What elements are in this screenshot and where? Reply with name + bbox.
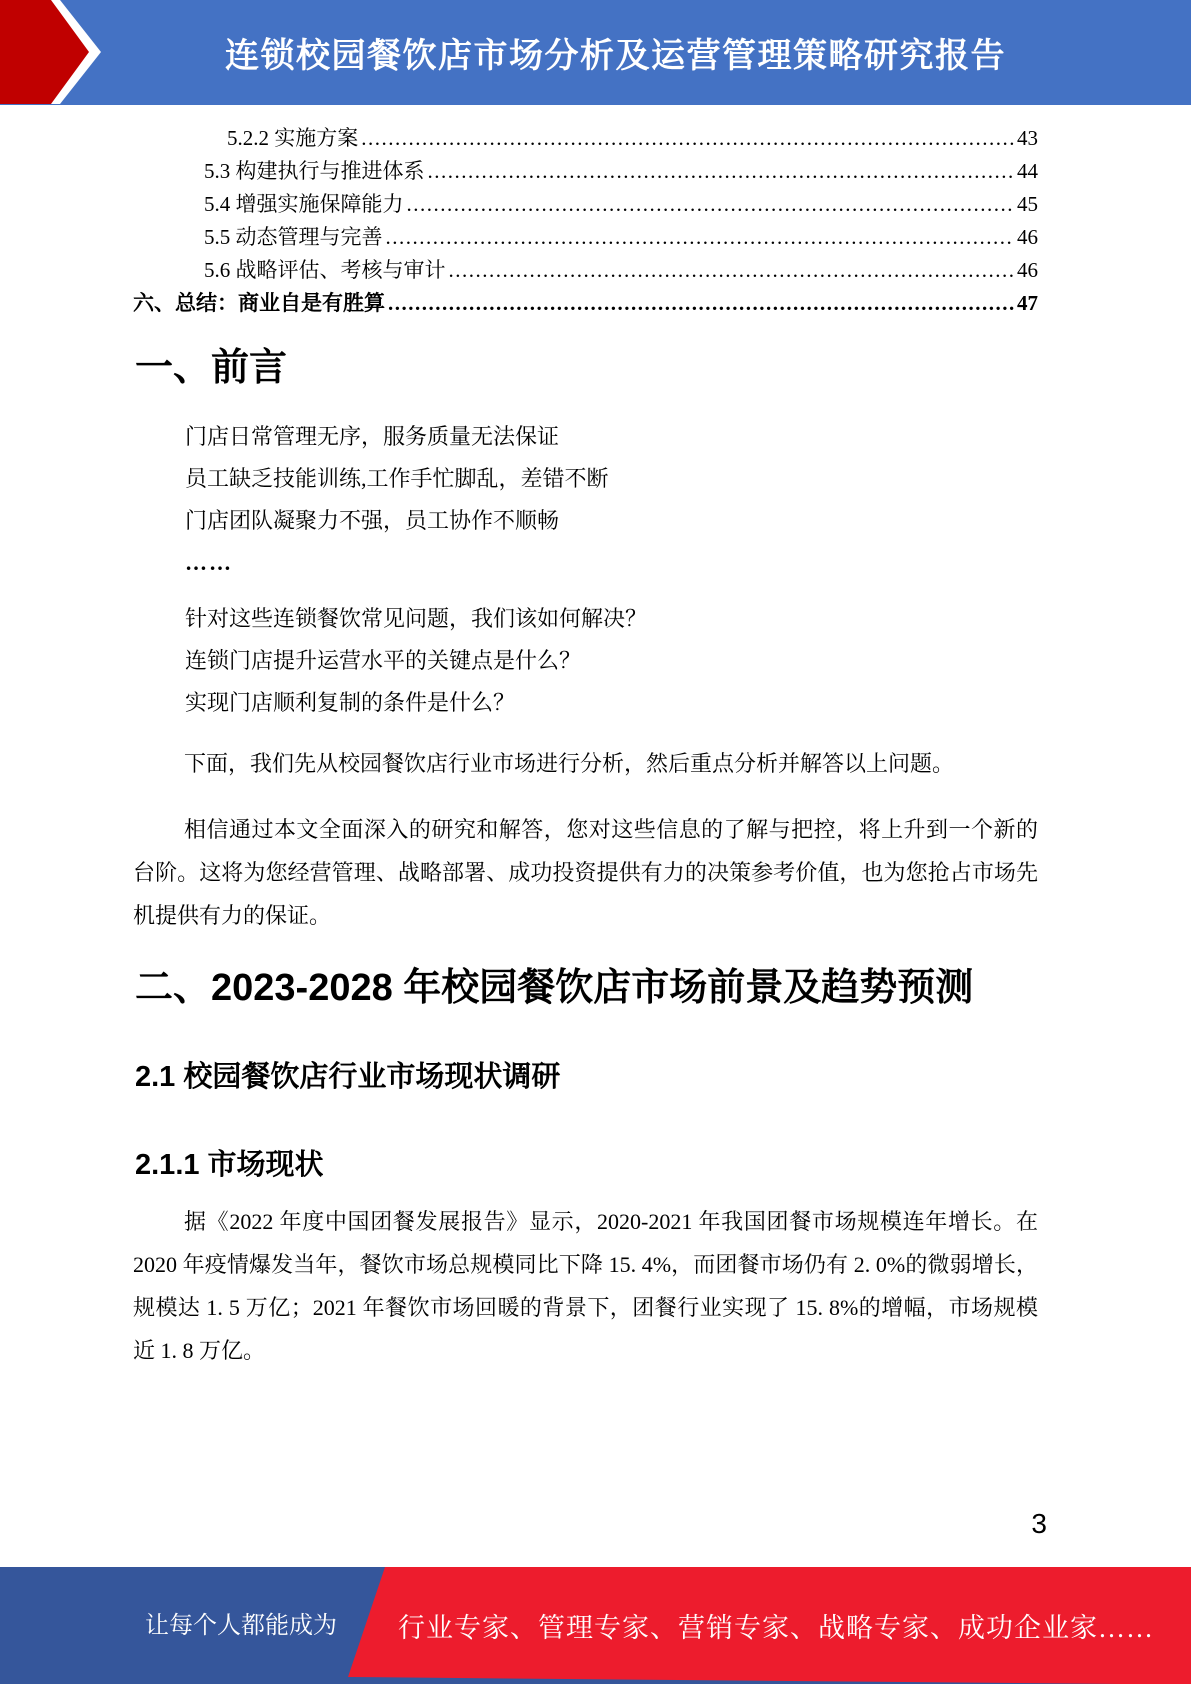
toc-entry-page: 47 xyxy=(1017,291,1038,315)
toc-dot-leader xyxy=(361,126,1014,151)
toc-entry-label: 5.6 战略评估、考核与审计 xyxy=(204,258,446,282)
toc-entry-page: 45 xyxy=(1017,192,1038,216)
page-footer-banner xyxy=(0,1567,1191,1684)
toc-entry-label: 5.2.2 实施方案 xyxy=(227,126,359,150)
problem-line: 门店团队凝聚力不强，员工协作不顺畅 xyxy=(185,508,560,533)
question-line: 连锁门店提升运营水平的关键点是什么？ xyxy=(185,648,582,673)
footer-slogan-right: 行业专家、管理专家、营销专家、战略专家、成功企业家…… xyxy=(398,1613,1154,1643)
toc-entry-label: 5.4 增强实施保障能力 xyxy=(204,192,404,216)
heading-chapter2: 二、2023-2028 年校园餐饮店市场前景及趋势预测 xyxy=(135,967,974,1009)
toc-entry xyxy=(133,122,1038,155)
question-line: 针对这些连锁餐饮常见问题，我们该如何解决？ xyxy=(185,606,648,631)
toc-entry xyxy=(133,254,1038,287)
question-statements xyxy=(133,598,1038,724)
red-arrow-icon xyxy=(0,0,110,105)
toc-dot-leader xyxy=(428,159,1015,184)
toc-entry xyxy=(133,221,1038,254)
toc-entry-label: 5.3 构建执行与推进体系 xyxy=(204,159,425,183)
ellipsis-line: …… xyxy=(185,550,233,575)
toc-dot-leader xyxy=(386,225,1015,250)
toc-entry xyxy=(133,188,1038,221)
paragraph-market-status: 据《2022 年度中国团餐发展报告》显示，2020-2021 年我国团餐市场规模连年增长。在 2020 年疫情爆发当年，餐饮市场总规模同比下降 15. 4%，而团餐市场仍有 2. 0%的微弱增长，规模达 1. 5 万亿；2021 年餐饮市场回暖的背景下，团餐行业实现了 15. 8%的增幅，市场规模近 1. 8 万亿。 xyxy=(133,1209,1038,1363)
report-title: 连锁校园餐饮店市场分析及运营管理策略研究报告 xyxy=(225,37,1006,75)
paragraph-transition: 下面，我们先从校园餐饮店行业市场进行分析，然后重点分析并解答以上问题。 xyxy=(184,751,955,776)
toc-dot-leader xyxy=(388,291,1014,316)
heading-section-2-1-1: 2.1.1 市场现状 xyxy=(135,1149,324,1181)
toc-entry-label: 5.5 动态管理与完善 xyxy=(204,225,383,249)
paragraph-belief: 相信通过本文全面深入的研究和解答，您对这些信息的了解与把控，将上升到一个新的台阶。这将为您经营管理、战略部署、成功投资提供有力的决策参考价值，也为您抢占市场先机提供有力的保证。 xyxy=(133,817,1038,928)
page-header-banner xyxy=(0,0,1191,105)
problem-line: 门店日常管理无序，服务质量无法保证 xyxy=(185,424,560,449)
toc-entry xyxy=(133,155,1038,188)
toc-entry-page: 43 xyxy=(1017,126,1038,150)
problem-line: 员工缺乏技能训练,工作手忙脚乱，差错不断 xyxy=(185,466,609,491)
toc-entry-page: 44 xyxy=(1017,159,1038,183)
footer-slogan-left: 让每个人都能成为 xyxy=(145,1612,337,1639)
toc-dot-leader xyxy=(449,258,1015,283)
heading-preface: 一、前言 xyxy=(135,347,288,389)
toc-dot-leader xyxy=(407,192,1015,217)
toc-entry xyxy=(133,287,1038,320)
toc-entry-label: 六、总结：商业自是有胜算 xyxy=(133,291,385,315)
toc-entry-page: 46 xyxy=(1017,225,1038,249)
problem-statements xyxy=(133,416,1038,584)
question-line: 实现门店顺利复制的条件是什么？ xyxy=(185,690,516,715)
toc-entry-page: 46 xyxy=(1017,258,1038,282)
table-of-contents xyxy=(133,122,1038,320)
heading-section-2-1: 2.1 校园餐饮店行业市场现状调研 xyxy=(135,1061,561,1093)
page-number: 3 xyxy=(1031,1508,1047,1539)
